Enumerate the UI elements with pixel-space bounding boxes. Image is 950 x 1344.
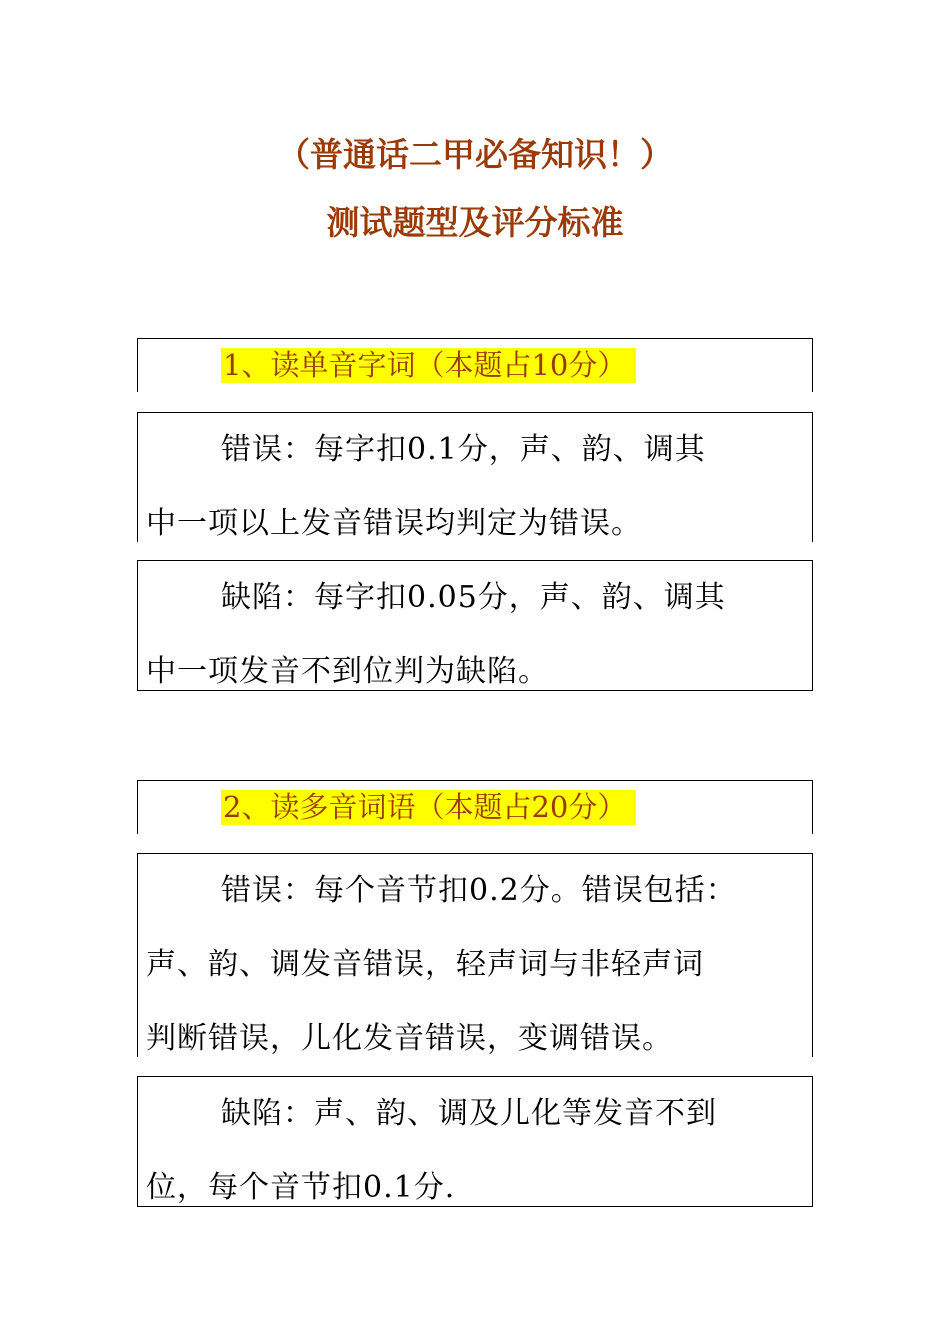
section-2-error-line-3: 判断错误，儿化发音错误，变调错误。 [146,1021,673,1056]
page-title-line-1: （普通话二甲必备知识！） [277,135,673,174]
section-2-heading-box [137,780,813,834]
section-1-error-text [138,413,812,561]
section-2-defect-text [138,1077,812,1225]
page-title-line-2: 测试题型及评分标准 [326,203,624,242]
section-2-error-text [138,854,812,1076]
section-1-heading-box [137,338,813,392]
section-2-heading: 2、读多音词语（本题占20分） [221,790,636,825]
section-1-defect-text [138,561,812,709]
section-2-defect-line-2: 位，每个音节扣0.1分. [146,1170,456,1205]
section-2-defect-box [137,1076,813,1207]
section-1-error-box [137,412,813,542]
section-2-defect-line-1: 缺陷：声、韵、调及儿化等发音不到 [221,1096,717,1131]
section-2-error-line-1: 错误：每个音节扣0.2分。错误包括： [221,873,737,908]
section-1-defect-line-1: 缺陷：每字扣0.05分，声、韵、调其 [221,580,726,615]
section-1-heading: 1、读单音字词（本题占10分） [221,348,636,383]
section-2-error-box [137,853,813,1057]
section-1-error-line-2: 中一项以上发音错误均判定为错误。 [146,506,642,541]
section-1-error-line-1: 错误：每字扣0.1分，声、韵、调其 [221,432,706,467]
section-1-defect-box [137,560,813,691]
section-1-defect-line-2: 中一项发音不到位判为缺陷。 [146,654,549,689]
section-2-error-line-2: 声、韵、调发音错误，轻声词与非轻声词 [146,947,704,982]
